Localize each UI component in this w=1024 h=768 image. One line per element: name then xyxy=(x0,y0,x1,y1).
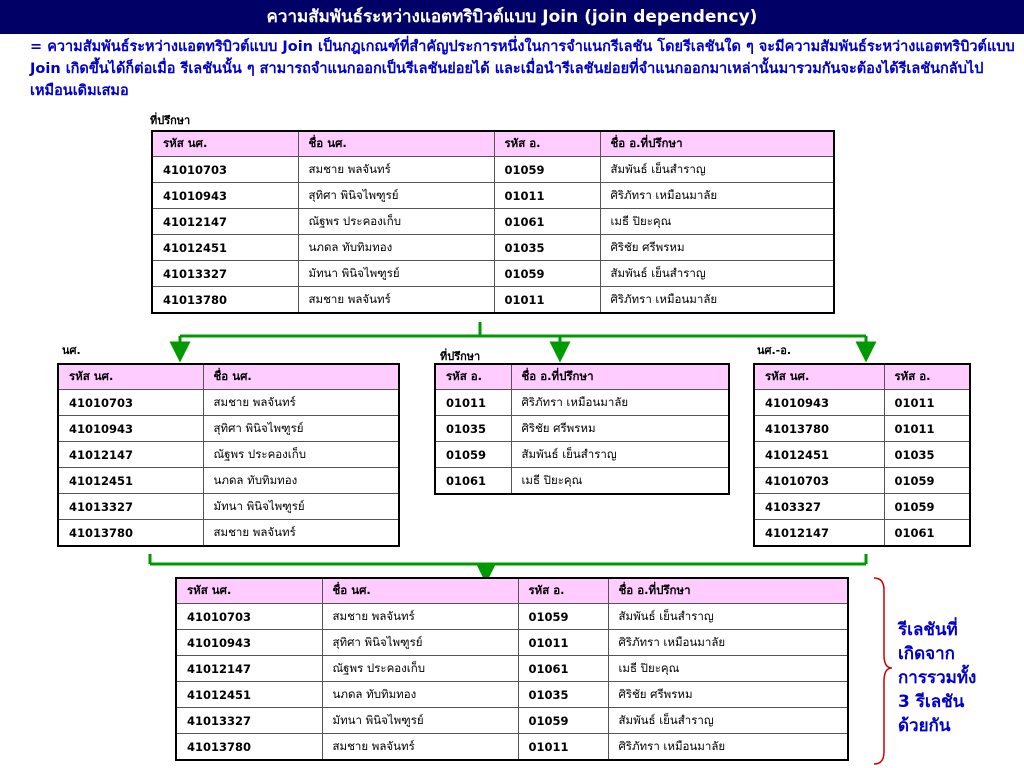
table-cell: สัมพันธ์ เย็นสำราญ xyxy=(608,708,848,734)
student-advisor-relation-table xyxy=(753,363,971,547)
column-header: รหัส นศ. xyxy=(152,131,298,157)
result-note-line: การรวมทั้ง xyxy=(898,668,977,688)
table-cell: ณัฐพร ประคองเก็บ xyxy=(322,656,518,682)
table-row xyxy=(754,468,970,494)
table-row xyxy=(176,656,848,682)
table-cell: สมชาย พลจันทร์ xyxy=(203,390,399,416)
table-row xyxy=(176,682,848,708)
column-header: ชื่อ อ.ที่ปรึกษา xyxy=(608,578,848,604)
table-row xyxy=(58,468,399,494)
table-cell: 41010703 xyxy=(58,390,203,416)
table-cell: ศิริภัทรา เหมือนมาลัย xyxy=(608,734,848,761)
table-cell: ศิริภัทรา เหมือนมาลัย xyxy=(600,183,834,209)
advisor-relation-table xyxy=(434,363,730,495)
table-cell: 41010943 xyxy=(176,630,322,656)
table-cell: 41012451 xyxy=(58,468,203,494)
column-header: ชื่อ นศ. xyxy=(322,578,518,604)
table-cell: 01035 xyxy=(884,442,970,468)
result-note xyxy=(898,618,1008,738)
table-cell: สัมพันธ์ เย็นสำราญ xyxy=(511,442,729,468)
table-row xyxy=(754,494,970,520)
source-table-caption: ที่ปรึกษา xyxy=(150,114,191,127)
table-cell: เมธี ปิยะคุณ xyxy=(600,209,834,235)
table-cell: 01061 xyxy=(884,520,970,547)
table-cell: เมธี ปิยะคุณ xyxy=(511,468,729,495)
table-cell: ศิริภัทรา เหมือนมาลัย xyxy=(511,390,729,416)
table-cell: สมชาย พลจันทร์ xyxy=(322,604,518,630)
table-cell: 01061 xyxy=(518,656,608,682)
table-cell: สมชาย พลจันทร์ xyxy=(298,287,494,314)
table-row xyxy=(58,390,399,416)
table-cell: สุทิศา พินิจไพฑูรย์ xyxy=(322,630,518,656)
table-row xyxy=(176,630,848,656)
table-row xyxy=(176,734,848,761)
table-cell: สัมพันธ์ เย็นสำราญ xyxy=(608,604,848,630)
table-row xyxy=(58,494,399,520)
table-cell: 01011 xyxy=(518,630,608,656)
table-cell: สุทิศา พินิจไพฑูรย์ xyxy=(203,416,399,442)
table-cell: 41013327 xyxy=(176,708,322,734)
table-cell: สุทิศา พินิจไพฑูรย์ xyxy=(298,183,494,209)
column-header: รหัส นศ. xyxy=(58,364,203,390)
table-row xyxy=(152,261,834,287)
table-row xyxy=(58,520,399,547)
table-cell: 41010703 xyxy=(152,157,298,183)
table-cell: 01059 xyxy=(494,261,600,287)
table-cell: นภดล ทับทิมทอง xyxy=(322,682,518,708)
column-header: ชื่อ นศ. xyxy=(203,364,399,390)
table-row xyxy=(152,209,834,235)
table-cell: 01059 xyxy=(518,604,608,630)
source-relation-table xyxy=(151,130,835,314)
table-cell: 41010703 xyxy=(754,468,884,494)
column-header: รหัส นศ. xyxy=(176,578,322,604)
column-header: รหัส นศ. xyxy=(754,364,884,390)
table-cell: 41013780 xyxy=(754,416,884,442)
column-header: ชื่อ อ.ที่ปรึกษา xyxy=(511,364,729,390)
table-cell: สัมพันธ์ เย็นสำราญ xyxy=(600,261,834,287)
table-cell: สมชาย พลจันทร์ xyxy=(203,520,399,547)
table-cell: 01035 xyxy=(518,682,608,708)
table-cell: 01059 xyxy=(435,442,511,468)
table-cell: 01061 xyxy=(435,468,511,495)
table-cell: 41012147 xyxy=(176,656,322,682)
table-cell: 01035 xyxy=(435,416,511,442)
column-header: รหัส อ. xyxy=(518,578,608,604)
table-cell: 41013327 xyxy=(58,494,203,520)
table-row xyxy=(435,442,729,468)
student-relation-table xyxy=(57,363,400,547)
table-cell: มัทนา พินิจไพฑูรย์ xyxy=(298,261,494,287)
table-row xyxy=(152,287,834,314)
result-note-line: เกิดจาก xyxy=(898,644,955,664)
table-cell: สมชาย พลจันทร์ xyxy=(298,157,494,183)
table-cell: 01059 xyxy=(884,468,970,494)
slide-title: ความสัมพันธ์ระหว่างแอตทริบิวต์แบบ Join (join dependency) xyxy=(0,0,1024,34)
table-cell: นภดล ทับทิมทอง xyxy=(298,235,494,261)
table-row xyxy=(754,390,970,416)
table-row xyxy=(152,235,834,261)
header-row xyxy=(152,131,834,157)
table-row xyxy=(754,416,970,442)
result-note-line: รีเลชันที่ xyxy=(898,620,958,640)
result-brace xyxy=(874,578,892,764)
table-cell: 01011 xyxy=(494,287,600,314)
table-cell: ศิริชัย ศรีพรหม xyxy=(511,416,729,442)
table-row xyxy=(152,157,834,183)
joined-result-table xyxy=(175,577,849,761)
table-row xyxy=(754,442,970,468)
table-cell: 41012451 xyxy=(176,682,322,708)
table-cell: 41012147 xyxy=(754,520,884,547)
table-row xyxy=(435,390,729,416)
table-cell: ศิริภัทรา เหมือนมาลัย xyxy=(608,630,848,656)
table-cell: 41013780 xyxy=(58,520,203,547)
table-row xyxy=(176,708,848,734)
table-cell: 01011 xyxy=(884,390,970,416)
column-header: รหัส อ. xyxy=(884,364,970,390)
table-row xyxy=(176,604,848,630)
table-cell: 01059 xyxy=(494,157,600,183)
table-cell: 41013780 xyxy=(152,287,298,314)
header-row xyxy=(754,364,970,390)
header-row xyxy=(435,364,729,390)
table-cell: มัทนา พินิจไพฑูรย์ xyxy=(203,494,399,520)
table-cell: 41010943 xyxy=(754,390,884,416)
table-cell: 41012451 xyxy=(152,235,298,261)
table-row xyxy=(754,520,970,547)
table-cell: มัทนา พินิจไพฑูรย์ xyxy=(322,708,518,734)
table-row xyxy=(58,416,399,442)
column-header: ชื่อ อ.ที่ปรึกษา xyxy=(600,131,834,157)
table-row xyxy=(435,416,729,442)
table-cell: 01061 xyxy=(494,209,600,235)
table-cell: 01011 xyxy=(884,416,970,442)
table-cell: ณัฐพร ประคองเก็บ xyxy=(203,442,399,468)
table-cell: 01035 xyxy=(494,235,600,261)
table-cell: 41012451 xyxy=(754,442,884,468)
table-cell: 4103327 xyxy=(754,494,884,520)
header-row xyxy=(176,578,848,604)
table-cell: สัมพันธ์ เย็นสำราญ xyxy=(600,157,834,183)
table-cell: ศิริภัทรา เหมือนมาลัย xyxy=(600,287,834,314)
table-cell: นภดล ทับทิมทอง xyxy=(203,468,399,494)
table-row xyxy=(152,183,834,209)
table-row xyxy=(435,468,729,495)
table-cell: 41012147 xyxy=(58,442,203,468)
table-cell: เมธี ปิยะคุณ xyxy=(608,656,848,682)
table-cell: 01011 xyxy=(435,390,511,416)
table-cell: 41010943 xyxy=(58,416,203,442)
header-row xyxy=(58,364,399,390)
table-cell: 01059 xyxy=(884,494,970,520)
table-row xyxy=(58,442,399,468)
student-table-caption: นศ. xyxy=(62,344,81,357)
column-header: ชื่อ นศ. xyxy=(298,131,494,157)
link-table-caption: นศ.-อ. xyxy=(757,344,792,357)
table-cell: 01011 xyxy=(518,734,608,761)
advisor-table-caption: ที่ปรึกษา xyxy=(440,350,481,363)
table-cell: 41010703 xyxy=(176,604,322,630)
table-cell: ศิริชัย ศรีพรหม xyxy=(600,235,834,261)
table-cell: สมชาย พลจันทร์ xyxy=(322,734,518,761)
table-cell: 41013327 xyxy=(152,261,298,287)
table-cell: 01011 xyxy=(494,183,600,209)
result-note-line: ด้วยกัน xyxy=(898,716,951,736)
column-header: รหัส อ. xyxy=(435,364,511,390)
column-header: รหัส อ. xyxy=(494,131,600,157)
table-cell: 01059 xyxy=(518,708,608,734)
intro-paragraph: = ความสัมพันธ์ระหว่างแอตทริบิวต์แบบ Join เป็นกฎเกณฑ์ที่สำคัญประการหนึ่งในการจำแนกรีเลชัน โดยรีเลชันใด ๆ จะมีความสัมพันธ์ระหว่างแอตทริบิวต์แบบ Join เกิดขึ้นได้ก็ต่อเมื่อ รีเลชันนั้น ๆ สามารถจำแนกออกเป็นรีเลชันย่อยได้ และเมื่อนำรีเลชันย่อยที่จำแนกออกมาเหล่านั้นมารวมกันจะต้องได้รีเลชันกลับไปเหมือนเดิมเสมอ xyxy=(30,39,1015,99)
result-note-line: 3 รีเลชัน xyxy=(898,692,965,712)
table-cell: 41010943 xyxy=(152,183,298,209)
table-cell: ศิริชัย ศรีพรหม xyxy=(608,682,848,708)
table-cell: ณัฐพร ประคองเก็บ xyxy=(298,209,494,235)
table-cell: 41012147 xyxy=(152,209,298,235)
table-cell: 41013780 xyxy=(176,734,322,761)
